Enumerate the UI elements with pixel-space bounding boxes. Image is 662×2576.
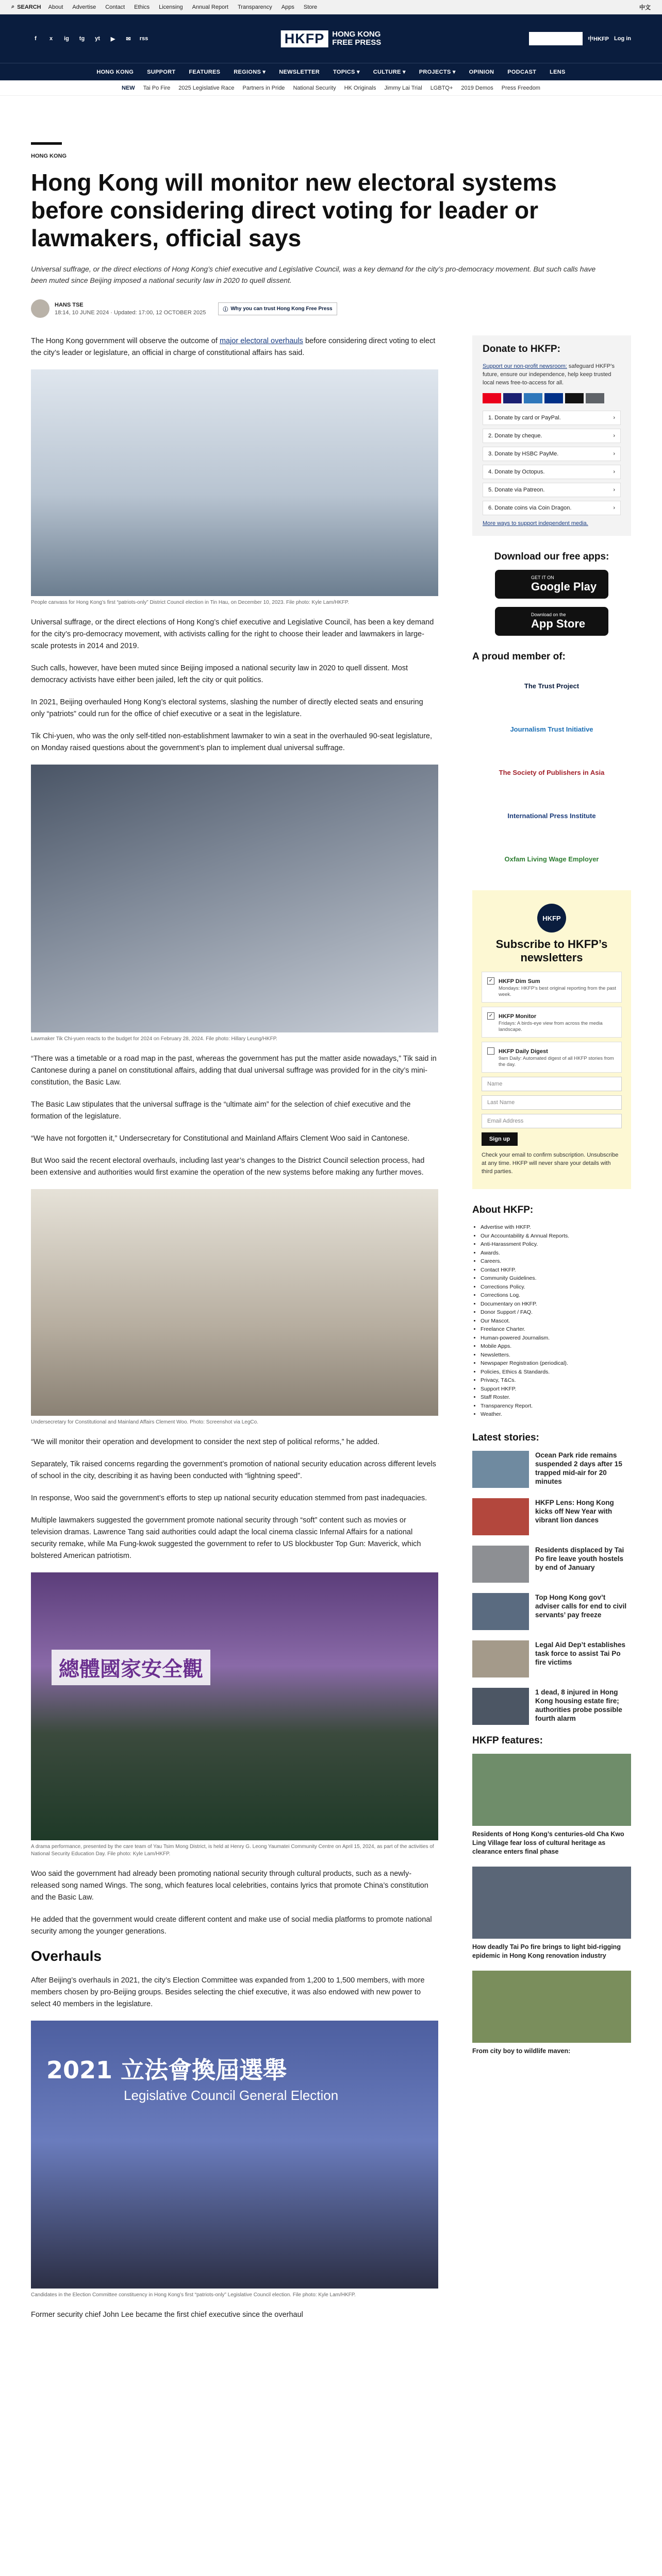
- feature-image[interactable]: [472, 1867, 631, 1939]
- about-link[interactable]: • Corrections Log.: [481, 1291, 631, 1300]
- donate-option[interactable]: 5. Donate via Patreon. ›: [483, 483, 621, 497]
- photo-caption: A drama performance, presented by the care team of Yau Tsim Mong District, is held at Henry G. Leong Yaumatei Community Centre on April 15, 2024, as part of the activities of National Security Education Day. File photo: Kyle Lam/HKFP.: [31, 1844, 434, 1857]
- logo-mark: HKFP: [281, 30, 328, 47]
- login-link[interactable]: Log in: [614, 36, 631, 42]
- photo-tik-chi-yuen: [31, 765, 438, 1032]
- utility-link[interactable]: Store: [303, 4, 318, 10]
- newsletter-title: Subscribe to HKFP’s newsletters: [495, 938, 608, 964]
- donate-option[interactable]: 6. Donate coins via Coin Dragon. ›: [483, 501, 621, 515]
- banner-subtext: Legislative Council General Election: [124, 2088, 339, 2103]
- feature-image[interactable]: [472, 1971, 631, 2043]
- telegram-icon[interactable]: tg: [79, 36, 85, 42]
- about-link[interactable]: • Awards.: [481, 1249, 631, 1258]
- latest-story[interactable]: Ocean Park ride remains suspended 2 days after 15 trapped mid-air for 20 minutes: [472, 1451, 631, 1488]
- features-title: HKFP features:: [472, 1735, 543, 1746]
- nav-item[interactable]: REGIONS ▾: [234, 69, 266, 75]
- checkbox-checked-icon[interactable]: ✓: [487, 977, 494, 985]
- about-link[interactable]: • Newspaper Registration (periodical).: [481, 1359, 631, 1368]
- topic-link[interactable]: 2019 Demos: [461, 84, 493, 91]
- donate-box: [472, 335, 631, 536]
- rss-icon[interactable]: rss: [139, 36, 148, 42]
- about-link[interactable]: • Our Accountability & Annual Reports.: [481, 1232, 631, 1241]
- apple-pay-icon: [565, 393, 584, 403]
- content-columns: [31, 335, 631, 2576]
- about-list: [472, 1223, 631, 1419]
- story-thumbnail: [472, 1640, 529, 1677]
- photo-legco-election: [31, 2021, 438, 2289]
- facebook-icon[interactable]: f: [35, 36, 37, 42]
- about-link[interactable]: • Freelance Charter.: [481, 1325, 631, 1334]
- nav-item[interactable]: CULTURE ▾: [373, 69, 406, 75]
- about-link[interactable]: • Careers.: [481, 1257, 631, 1266]
- photo-caption: Candidates in the Election Committee constituency in Hong Kong’s first “patriots-only” Legislative Council election. File photo: Kyle Lam/HKFP.: [31, 2292, 356, 2298]
- topic-link[interactable]: Jimmy Lai Trial: [384, 84, 422, 91]
- about-title: About HKFP:: [472, 1205, 534, 1215]
- more-ways-link[interactable]: More ways to support independent media.: [483, 520, 588, 527]
- article-title: Hong Kong will monitor new electoral systems before considering direct voting for leader or lawmakers, official says: [31, 169, 557, 251]
- about-link[interactable]: • Our Mascot.: [481, 1317, 631, 1326]
- member-logo[interactable]: Oxfam Living Wage Employer: [504, 855, 599, 863]
- article-lede: Universal suffrage, or the direct elections of Hong Kong’s chief executive and Legislative Council, was a key demand for the city’s pro-democracy movement. But such calls have been muted since Beijing imposed a national security law in 2020 to quell dissent.: [31, 265, 596, 284]
- feature-image[interactable]: [472, 1754, 631, 1826]
- paragraph: “There was a timetable or a road map in the past, whereas the government has put the matter aside nowadays,” Tik said in Cantonese during a panel on constitutional affairs, adding that dual universal suffrage was provided for in the city’s mini-constitution, the Basic Law.: [31, 1055, 437, 1087]
- latest-title: Latest stories:: [472, 1432, 539, 1443]
- about-box: [472, 1205, 631, 1419]
- feature-headline[interactable]: Residents of Hong Kong’s centuries-old Cha Kwo Ling Village fear loss of cultural heritage as clearance enters final phase: [472, 1830, 624, 1855]
- utility-link[interactable]: About: [48, 4, 63, 10]
- topic-bar: [0, 80, 662, 96]
- nav-item[interactable]: HONG KONG: [96, 69, 134, 75]
- paragraph: But Woo said the recent electoral overhauls, including last year’s changes to the District Council selection process, had been extensive and authorities would first examine the operation of the new systems before making any further moves.: [31, 1157, 425, 1177]
- amex-icon: [524, 393, 542, 403]
- nav-item[interactable]: NEWSLETTER: [279, 69, 320, 75]
- section-heading: Overhauls: [31, 1948, 102, 1964]
- payment-icons: [483, 393, 621, 403]
- about-link[interactable]: • Staff Roster.: [481, 1393, 631, 1402]
- new-badge: NEW: [122, 84, 135, 91]
- about-link[interactable]: • Community Guidelines.: [481, 1274, 631, 1283]
- publish-dates: 18:14, 10 JUNE 2024 · Updated: 17:00, 12 OCTOBER 2025: [55, 309, 206, 316]
- donate-title: Donate to HKFP:: [483, 344, 560, 354]
- photo-caption: Undersecretary for Constitutional and Mainland Affairs Clement Woo. Photo: Screenshot via LegCo.: [31, 1419, 258, 1425]
- masthead: [0, 14, 662, 63]
- donate-option[interactable]: 3. Donate by HSBC PayMe. ›: [483, 447, 621, 461]
- about-link[interactable]: • Contact HKFP.: [481, 1266, 631, 1275]
- search-icon: ⌕: [11, 4, 15, 10]
- youtube-icon[interactable]: yt: [95, 36, 100, 42]
- title-rule: [31, 142, 62, 145]
- paragraph: Separately, Tik raised concerns regarding the government’s promotion of national security education across different levels of school in the city, describing it as having been conducted with “lightning speed”.: [31, 1460, 436, 1480]
- photo-caption: Lawmaker Tik Chi-yuen reacts to the budget for 2024 on February 28, 2024. File photo: Hillary Leung/HKFP.: [31, 1036, 277, 1042]
- topic-link[interactable]: National Security: [293, 84, 336, 91]
- nav-item[interactable]: PODCAST: [507, 69, 537, 75]
- checkbox-icon[interactable]: [487, 1047, 494, 1055]
- electoral-overhauls-link[interactable]: major electoral overhauls: [219, 337, 303, 345]
- article-body: [31, 335, 438, 2331]
- author-name[interactable]: HANS TSE: [55, 301, 84, 308]
- nav-item[interactable]: SUPPORT: [147, 69, 176, 75]
- about-link[interactable]: • Documentary on HKFP.: [481, 1300, 631, 1309]
- member-logo[interactable]: International Press Institute: [507, 811, 596, 820]
- masthead-actions: [529, 32, 631, 45]
- about-link[interactable]: • Weather.: [481, 1410, 631, 1419]
- latest-box: [472, 1432, 631, 1725]
- features-box: [472, 1735, 631, 2056]
- instagram-icon[interactable]: ig: [64, 36, 69, 42]
- category-kicker[interactable]: HONG KONG: [31, 153, 67, 159]
- story-thumbnail: [472, 1688, 529, 1725]
- utility-link[interactable]: Annual Report: [192, 4, 228, 10]
- paragraph: Woo said the government had already been promoting national security through cultural products, such as a newly-released song named Wings. The song, which features local celebrities, contains lyrics that promote China’s constitution and the Basic Law.: [31, 1870, 428, 1902]
- paragraph: He added that the government would create different content and make use of social media platforms to promote national security among the younger generations.: [31, 1916, 432, 1936]
- nav-item[interactable]: LENS: [550, 69, 566, 75]
- about-link[interactable]: • Support HKFP.: [481, 1385, 631, 1394]
- language-switch[interactable]: 中文: [639, 4, 651, 11]
- latest-story[interactable]: Residents displaced by Tai Po fire leave youth hostels by end of January: [472, 1546, 631, 1583]
- nav-item[interactable]: TOPICS ▾: [333, 69, 360, 75]
- byline: [31, 299, 631, 318]
- topic-link[interactable]: LGBTQ+: [430, 84, 453, 91]
- donate-option[interactable]: 2. Donate by cheque. ›: [483, 429, 621, 443]
- chevron-right-icon: ›: [613, 469, 615, 475]
- nav-item[interactable]: OPINION: [469, 69, 494, 75]
- paragraph: The Hong Kong government will observe the outcome of major electoral overhauls before considering direct voting to elect the city’s leader or legislature, an official in charge of constitutional affairs has said.: [31, 337, 436, 357]
- mastercard-icon: [483, 393, 501, 403]
- about-link[interactable]: • Human-powered Journalism.: [481, 1334, 631, 1343]
- story-thumbnail: [472, 1546, 529, 1583]
- utility-link[interactable]: Ethics: [134, 4, 150, 10]
- paragraph: The Basic Law stipulates that the universal suffrage is the “ultimate aim” for the selection of chief executive and the formation of the legislature.: [31, 1100, 411, 1121]
- about-link[interactable]: • Policies, Ethics & Standards.: [481, 1368, 631, 1377]
- logo-text: HONG KONG FREE PRESS: [332, 30, 382, 47]
- member-box: [472, 651, 631, 875]
- byline-text: [55, 302, 206, 316]
- google-pay-icon: [586, 393, 604, 403]
- newsletter-option[interactable]: HKFP Daily Digest 9am Daily: Automated digest of all HKFP stories from the day.: [482, 1042, 622, 1073]
- paragraph: Such calls, however, have been muted since Beijing imposed a national security law in 2020 to quell dissent. Most democracy activists have either been jailed, left the city or quit politics.: [31, 664, 408, 684]
- chevron-right-icon: ›: [613, 487, 615, 493]
- newsletter-option[interactable]: ✓ HKFP Dim Sum Mondays: HKFP’s best original reporting from the past week.: [482, 972, 622, 1003]
- newsletter-option[interactable]: ✓ HKFP Monitor Fridays: A birds-eye view from across the media landscape.: [482, 1007, 622, 1038]
- topic-link[interactable]: Press Freedom: [501, 84, 540, 91]
- site-logo[interactable]: [281, 30, 382, 47]
- about-link[interactable]: • Anti-Harassment Policy.: [481, 1240, 631, 1249]
- photo-clement-woo: [31, 1189, 438, 1416]
- utility-link[interactable]: Apps: [281, 4, 294, 10]
- paragraph: Universal suffrage, or the direct elections of Hong Kong’s chief executive and Legislative Council, has been a key demand for the city’s pro-democracy movement, with activists calling for the right to choose their leader and lawmakers in large-scale protests in 2014 and 2019.: [31, 618, 434, 650]
- figure: [31, 2021, 438, 2299]
- topic-link[interactable]: HK Originals: [344, 84, 376, 91]
- paragraph: “We will monitor their operation and development to consider the next step of political reforms,” he added.: [31, 1438, 379, 1446]
- email-icon[interactable]: ✉: [126, 36, 131, 42]
- last-name-input[interactable]: Last Name: [482, 1095, 622, 1110]
- google-play-button[interactable]: GET IT ON Google Play: [495, 570, 608, 599]
- utility-link[interactable]: Contact: [105, 4, 125, 10]
- chevron-right-icon: ›: [613, 505, 615, 511]
- chevron-right-icon: ›: [613, 433, 615, 439]
- checkbox-checked-icon[interactable]: ✓: [487, 1012, 494, 1020]
- name-input[interactable]: Name: [482, 1077, 622, 1091]
- donate-option[interactable]: 1. Donate by card or PayPal. ›: [483, 411, 621, 425]
- donate-options: [483, 411, 621, 515]
- story-thumbnail: [472, 1593, 529, 1630]
- paragraph: After Beijing’s overhauls in 2021, the city’s Election Committee was expanded from 1,200 to 1,500 members, with more members chosen by pro-Beijing groups. Besides selecting the chief executive, it was also endowed with new power to select 40 members in the legislature.: [31, 1976, 425, 2008]
- about-link[interactable]: • Newsletters.: [481, 1351, 631, 1360]
- latest-story[interactable]: 1 dead, 8 injured in Hong Kong housing estate fire; authorities probe possible fourth alarm: [472, 1688, 631, 1725]
- utility-links: [48, 4, 318, 10]
- utility-link[interactable]: Advertise: [72, 4, 96, 10]
- top-utility-bar: [0, 0, 662, 14]
- main-nav: [0, 63, 662, 80]
- visa-icon: [503, 393, 522, 403]
- paragraph: In 2021, Beijing overhauled Hong Kong’s electoral systems, slashing the number of directly elected seats and ensuring only “patriots” could run for the office of chief executive or a seat in the legislature.: [31, 698, 423, 718]
- signup-button[interactable]: Sign up: [482, 1132, 518, 1146]
- chevron-right-icon: ›: [613, 451, 615, 457]
- figure: [31, 1572, 438, 1858]
- feature-headline[interactable]: How deadly Tai Po fire brings to light bid-rigging epidemic in Hong Kong renovation industry: [472, 1943, 621, 1959]
- info-icon: ⓘ: [223, 307, 228, 313]
- about-link[interactable]: • Transparency Report.: [481, 1402, 631, 1411]
- photo-canvassing: [31, 369, 438, 596]
- email-input[interactable]: Email Address: [482, 1114, 622, 1128]
- sidebar: [472, 335, 631, 2066]
- hkfp-logo: HKFP: [537, 904, 566, 933]
- story-thumbnail: [472, 1451, 529, 1488]
- paypal-icon: [544, 393, 563, 403]
- banner-text: 總體國家安全觀: [52, 1650, 210, 1685]
- paragraph: Former security chief John Lee became the first chief executive since the overhaul: [31, 2311, 303, 2319]
- paragraph: Tik Chi-yuen, who was the only self-titled non-establishment lawmaker to win a seat in the overhauled 90-seat legislature, on Monday raised questions about the government’s plan to implement dual universal suffrage.: [31, 732, 433, 752]
- app-store-button[interactable]: Download on the App Store: [495, 607, 608, 636]
- support-button[interactable]: SUPPORT HKFP: [529, 32, 583, 45]
- trust-button[interactable]: ⓘ Why you can trust Hong Kong Free Press: [218, 302, 337, 315]
- about-link[interactable]: • Advertise with HKFP.: [481, 1223, 631, 1232]
- newsletter-box: [472, 890, 631, 1189]
- search-button[interactable]: ⌕ SEARCH: [11, 4, 41, 10]
- photo-caption: People canvass for Hong Kong’s first “patriots-only” District Council election in Tin Hau, on December 10, 2023. File photo: Kyle Lam/HKFP.: [31, 600, 350, 605]
- author-avatar: [31, 299, 49, 318]
- about-link[interactable]: • Privacy, T&Cs.: [481, 1376, 631, 1385]
- chinese-site-link[interactable]: 中HKFP: [588, 36, 609, 42]
- social-icons: [31, 34, 148, 43]
- latest-story[interactable]: Legal Aid Dep’t establishes task force to assist Tai Po fire victims: [472, 1640, 631, 1677]
- paragraph: In response, Woo said the government’s efforts to step up national security education stemmed from past inadequacies.: [31, 1494, 427, 1502]
- x-icon[interactable]: x: [49, 36, 53, 42]
- photo-drama-performance: [31, 1572, 438, 1840]
- donate-text: Support our non-profit newsroom: safeguard HKFP’s future, ensure our independence, help keep trusted local news free-to-access for all.: [483, 363, 615, 386]
- about-link[interactable]: • Donor Support / FAQ.: [481, 1308, 631, 1317]
- topic-link[interactable]: Partners in Pride: [242, 84, 285, 91]
- story-thumbnail: [472, 1498, 529, 1535]
- about-link[interactable]: • Corrections Policy.: [481, 1283, 631, 1292]
- latest-story[interactable]: HKFP Lens: Hong Kong kicks off New Year with vibrant lion dances: [472, 1498, 631, 1535]
- donate-option[interactable]: 4. Donate by Octopus. ›: [483, 465, 621, 479]
- paragraph: Multiple lawmakers suggested the government promote national security through “soft” content such as movies or television dramas. Lawrence Tang said authorities could adapt the local cinema classic Infernal Affairs for a national security remake, while Ma Fung-kwok suggested the government to refer to US blockbuster Top Gun: Maverick, which bolstered American patriotism.: [31, 1516, 421, 1560]
- figure: [31, 369, 438, 606]
- member-logo[interactable]: The Trust Project: [524, 682, 580, 690]
- nav-item[interactable]: FEATURES: [189, 69, 221, 75]
- newsletter-note: Check your email to confirm subscription. Unsubscribe at any time. HKFP will never share your details with third parties.: [482, 1152, 619, 1175]
- utility-link[interactable]: Transparency: [237, 4, 272, 10]
- article-wrapper: [31, 96, 631, 2576]
- member-title: A proud member of:: [472, 651, 566, 662]
- figure: [31, 765, 438, 1043]
- member-logo[interactable]: The Society of Publishers in Asia: [499, 768, 605, 776]
- topic-link[interactable]: Tai Po Fire: [143, 84, 171, 91]
- apps-title: Download our free apps:: [494, 551, 609, 562]
- paragraph: “We have not forgotten it,” Undersecretary for Constitutional and Mainland Affairs Clement Woo said in Cantonese.: [31, 1134, 410, 1143]
- video-icon[interactable]: ▶: [110, 36, 115, 42]
- member-logo[interactable]: Journalism Trust Initiative: [510, 725, 593, 733]
- nav-item[interactable]: PROJECTS ▾: [419, 69, 456, 75]
- topic-link[interactable]: 2025 Legislative Race: [178, 84, 235, 91]
- feature-headline[interactable]: From city boy to wildlife maven:: [472, 2047, 571, 2055]
- latest-story[interactable]: Top Hong Kong gov’t adviser calls for end to civil servants’ pay freeze: [472, 1593, 631, 1630]
- chevron-right-icon: ›: [613, 415, 615, 421]
- utility-link[interactable]: Licensing: [159, 4, 183, 10]
- banner-text: 2021 立法會換屆選舉: [46, 2056, 287, 2084]
- apps-box: [472, 551, 631, 636]
- figure: [31, 1189, 438, 1426]
- about-link[interactable]: • Mobile Apps.: [481, 1342, 631, 1351]
